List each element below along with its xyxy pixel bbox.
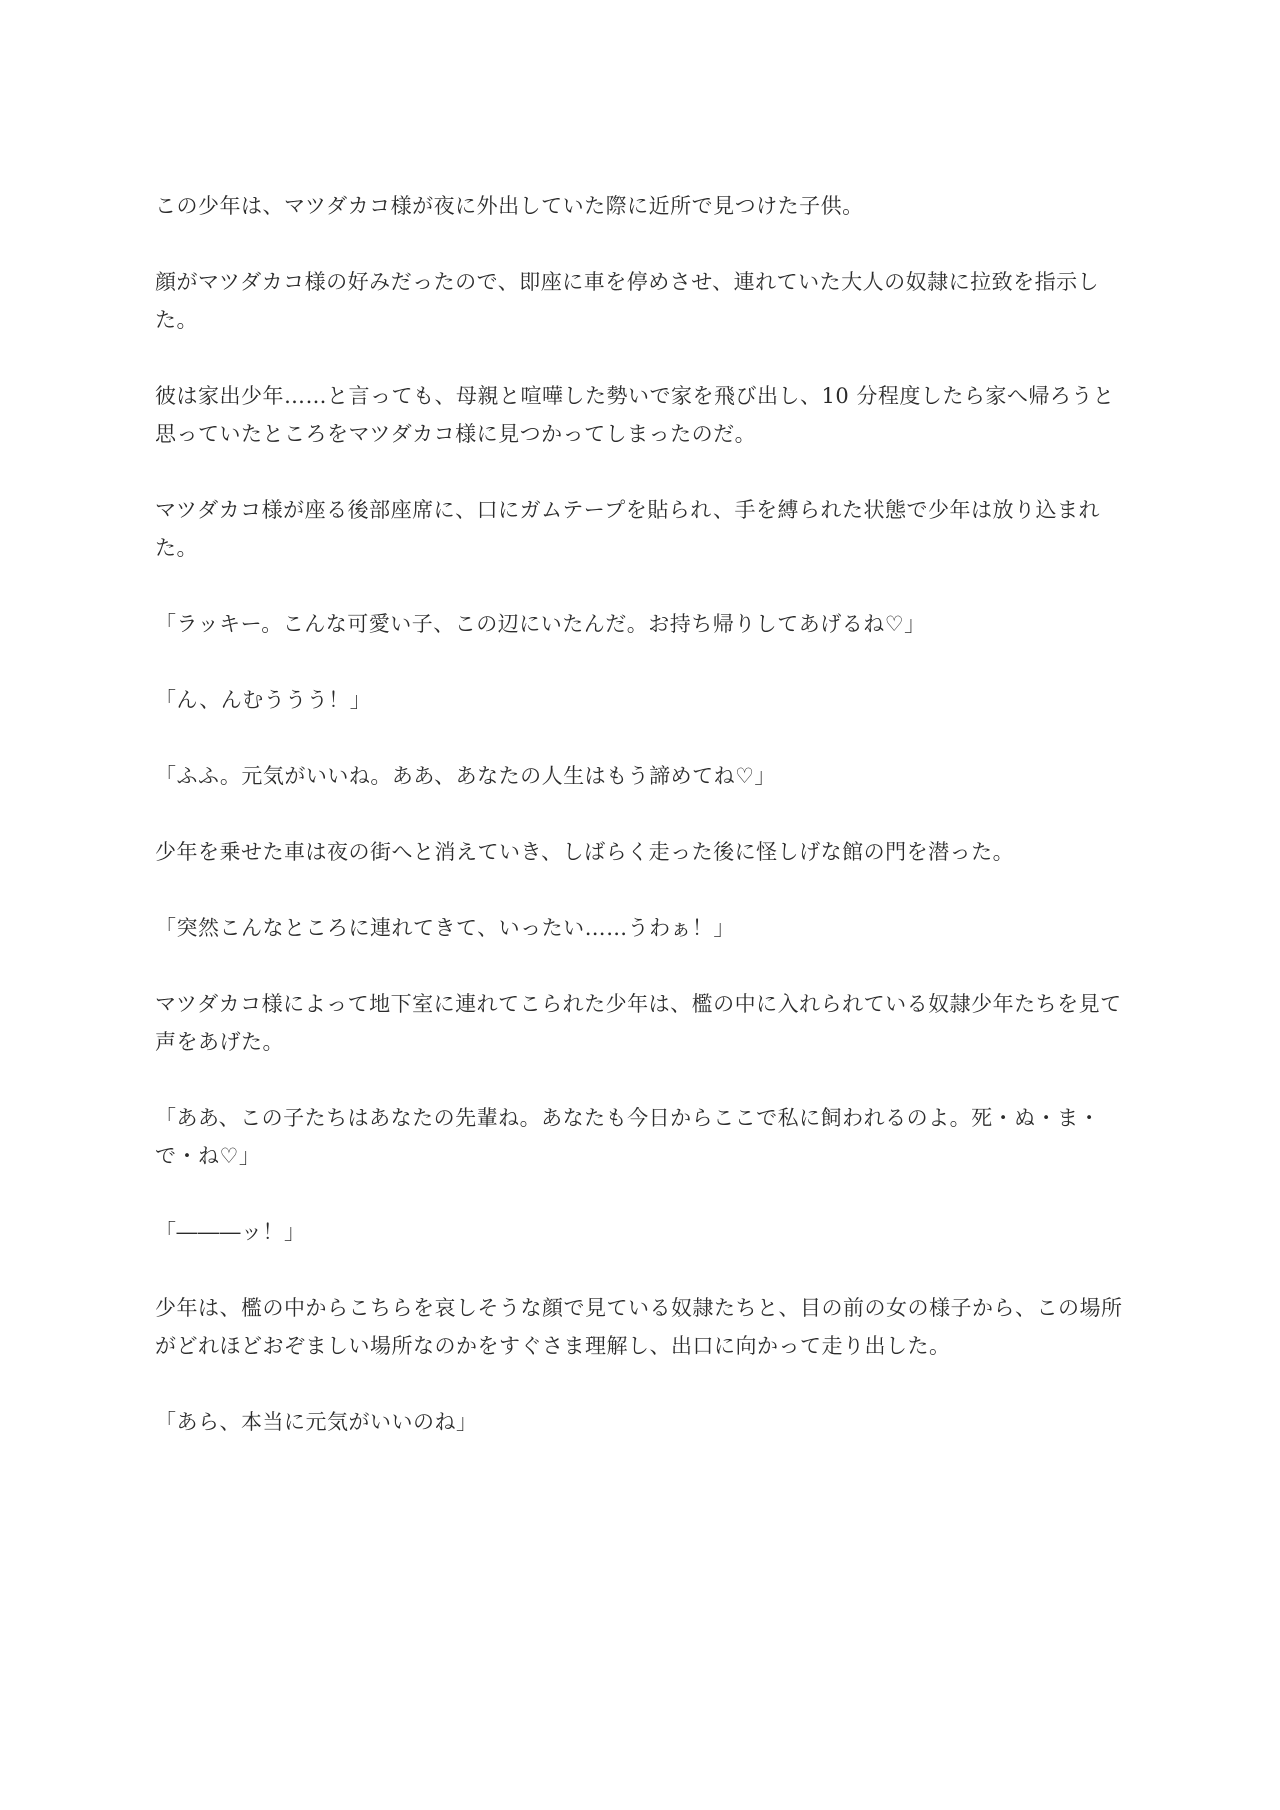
paragraph: マツダカコ様によって地下室に連れてこられた少年は、檻の中に入れられている奴隷少年たちを見て声をあげた。 bbox=[155, 992, 1122, 1054]
dialogue-line: 「ふふ。元気がいいね。ああ、あなたの人生はもう諦めてね♡」 bbox=[155, 764, 776, 788]
dialogue-line: 「ラッキー。こんな可愛い子、この辺にいたんだ。お持ち帰りしてあげるね♡」 bbox=[155, 612, 926, 636]
paragraph: 少年は、檻の中からこちらを哀しそうな顔で見ている奴隷たちと、目の前の女の様子から、この場所がどれほどおぞましい場所なのかをすぐさま理解し、出口に向かって走り出した。 bbox=[155, 1296, 1123, 1358]
dialogue-line: 「あら、本当に元気がいいのね」 bbox=[155, 1410, 478, 1434]
paragraph: 少年を乗せた車は夜の街へと消えていき、しばらく走った後に怪しげな館の門を潜った。 bbox=[155, 840, 1015, 864]
dialogue-line: 「ああ、この子たちはあなたの先輩ね。あなたも今日からここで私に飼われるのよ。死・ぬ・ま・で・ね♡」 bbox=[155, 1106, 1101, 1168]
paragraph: 彼は家出少年……と言っても、母親と喧嘩した勢いで家を飛び出し、10 分程度したら家へ帰ろうと思っていたところをマツダカコ様に見つかってしまったのだ。 bbox=[155, 384, 1115, 446]
paragraph: マツダカコ様が座る後部座席に、口にガムテープを貼られ、手を縛られた状態で少年は放り込まれた。 bbox=[155, 498, 1100, 560]
dialogue-line: 「―――ッ！」 bbox=[155, 1220, 306, 1244]
paragraph: 顔がマツダカコ様の好みだったので、即座に車を停めさせ、連れていた大人の奴隷に拉致を指示した。 bbox=[155, 270, 1100, 332]
paragraph: この少年は、マツダカコ様が夜に外出していた際に近所で見つけた子供。 bbox=[155, 194, 864, 218]
dialogue-line: 「ん、んむううう！」 bbox=[155, 688, 372, 712]
story-text bbox=[155, 187, 1135, 1479]
dialogue-line: 「突然こんなところに連れてきて、いったい……うわぁ！」 bbox=[155, 916, 735, 940]
